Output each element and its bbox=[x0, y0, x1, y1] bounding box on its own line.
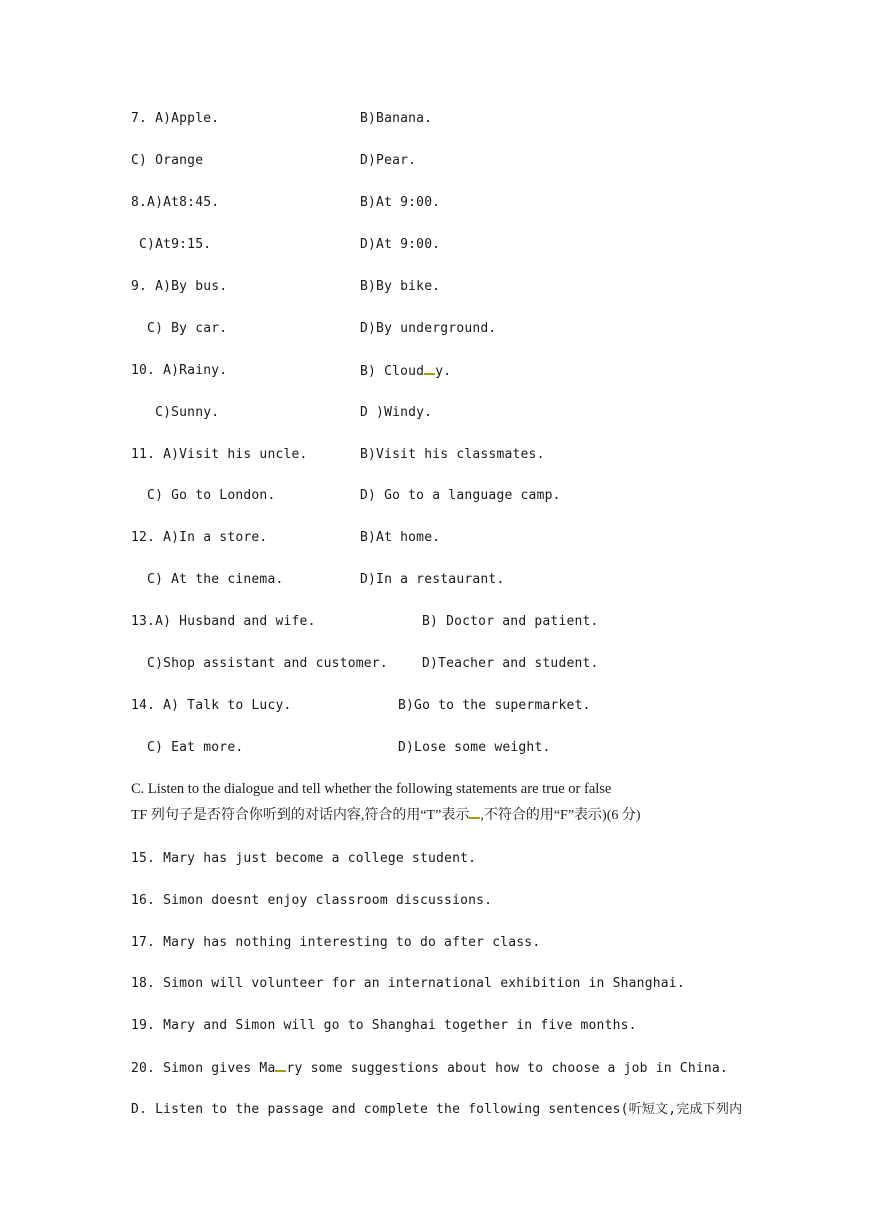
blank-mark bbox=[469, 806, 480, 819]
q8-option-d: D)At 9:00. bbox=[360, 237, 441, 252]
section-c-instructions: C. Listen to the dialogue and tell whether the following statements are true or false bbox=[131, 781, 612, 797]
statement-20 bbox=[131, 1059, 728, 1078]
q12-option-c: C) At the cinema. bbox=[131, 572, 284, 587]
statement-19: 19. Mary and Simon will go to Shanghai together in five months. bbox=[131, 1018, 637, 1033]
q9-option-a: 9. A)By bus. bbox=[131, 279, 228, 294]
q7-option-d: D)Pear. bbox=[360, 153, 417, 168]
q12-option-d: D)In a restaurant. bbox=[360, 572, 505, 587]
q14-option-d: D)Lose some weight. bbox=[398, 740, 551, 755]
q14-option-b: B)Go to the supermarket. bbox=[398, 698, 591, 713]
q13-option-c: C)Shop assistant and customer. bbox=[131, 656, 388, 671]
q12-option-a: 12. A)In a store. bbox=[131, 530, 268, 545]
q10-option-c: C)Sunny. bbox=[131, 405, 220, 420]
q8-option-b: B)At 9:00. bbox=[360, 195, 441, 210]
statement-17: 17. Mary has nothing interesting to do after class. bbox=[131, 935, 541, 950]
q9-option-c: C) By car. bbox=[131, 321, 228, 336]
q7-option-c: C) Orange bbox=[131, 153, 204, 168]
q12-option-b: B)At home. bbox=[360, 530, 441, 545]
section-c-instructions-cont bbox=[131, 806, 641, 825]
statement-16: 16. Simon doesnt enjoy classroom discussions. bbox=[131, 893, 493, 908]
q10-option-b-pre: B) Cloud bbox=[360, 364, 425, 379]
section-c-pre: TF 列句子是否符合你听到的对话内容,符合的用“T”表示 bbox=[131, 808, 470, 823]
q9-option-d: D)By underground. bbox=[360, 321, 497, 336]
statement-15: 15. Mary has just become a college student. bbox=[131, 851, 477, 866]
statement-20-pre: 20. Simon gives Ma bbox=[131, 1061, 276, 1076]
q14-option-a: 14. A) Talk to Lucy. bbox=[131, 698, 292, 713]
q8-option-a: 8.A)At8:45. bbox=[131, 195, 220, 210]
q10-option-a: 10. A)Rainy. bbox=[131, 363, 228, 378]
statement-20-post: ry some suggestions about how to choose a job in China. bbox=[286, 1061, 728, 1076]
q9-option-b: B)By bike. bbox=[360, 279, 441, 294]
statement-18: 18. Simon will volunteer for an international exhibition in Shanghai. bbox=[131, 976, 685, 991]
q11-option-d: D) Go to a language camp. bbox=[360, 488, 561, 503]
q10-option-d: D )Windy. bbox=[360, 405, 433, 420]
q7-option-a: 7. A)Apple. bbox=[131, 111, 220, 126]
q11-option-b: B)Visit his classmates. bbox=[360, 447, 545, 462]
section-d-instructions: D. Listen to the passage and complete the following sentences(听短文,完成下列内 bbox=[131, 1102, 743, 1117]
q10-option-b-post: y. bbox=[435, 364, 452, 379]
q8-option-c: C)At9:15. bbox=[131, 237, 212, 252]
q13-option-d: D)Teacher and student. bbox=[422, 656, 599, 671]
q10-option-b bbox=[360, 362, 451, 381]
section-c-post: ,不符合的用“F”表示)(6 分) bbox=[480, 808, 641, 823]
blank-mark bbox=[424, 362, 435, 375]
q7-option-b: B)Banana. bbox=[360, 111, 433, 126]
q14-option-c: C) Eat more. bbox=[131, 740, 244, 755]
q13-option-b: B) Doctor and patient. bbox=[422, 614, 599, 629]
q13-option-a: 13.A) Husband and wife. bbox=[131, 614, 316, 629]
blank-mark bbox=[275, 1059, 286, 1072]
q11-option-c: C) Go to London. bbox=[131, 488, 276, 503]
q11-option-a: 11. A)Visit his uncle. bbox=[131, 447, 308, 462]
